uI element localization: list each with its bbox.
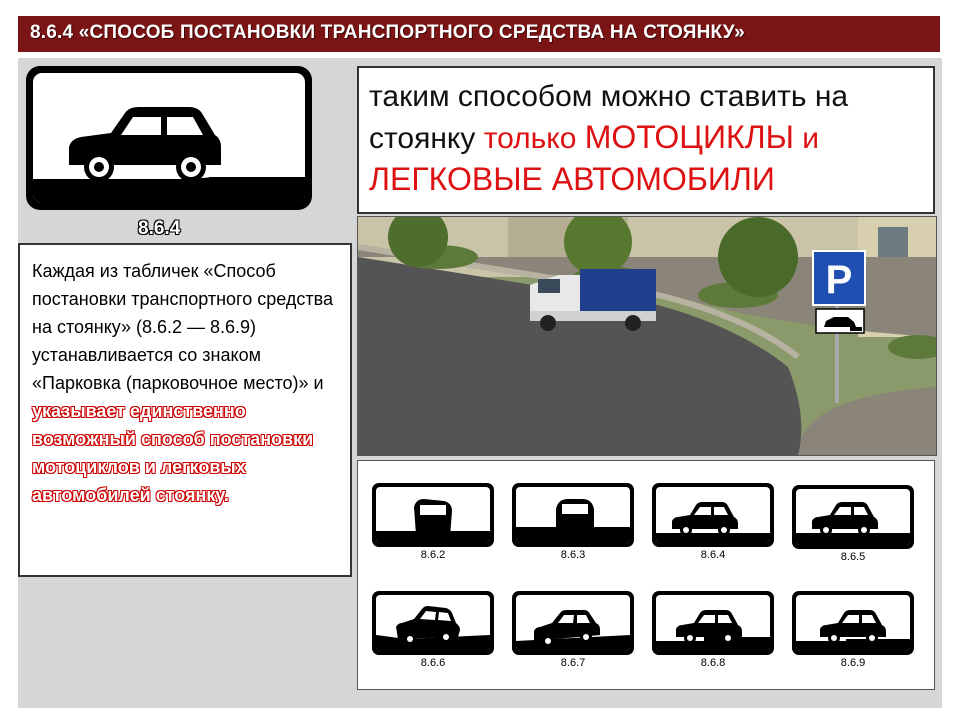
sign-code: 8.6.9 [840,657,866,669]
car-side-road-icon [796,595,910,651]
sign-8-6-2 [366,465,500,565]
car-on-sidewalk-icon [33,73,305,203]
street-photo [357,216,937,456]
sign-8-6-4 [646,465,780,565]
title-bar [18,16,940,52]
parking-scene-illustration [358,217,936,455]
description-text [32,257,340,509]
sign-code: 8.6.8 [700,657,726,669]
car-tilted-side-icon [516,595,630,651]
sign-code: 8.6.4 [700,549,726,561]
info-only: только [483,122,585,155]
sign-8-6-9 [786,573,920,673]
parking-sign-letter: P [825,258,853,302]
car-half-sidewalk-icon [656,595,770,651]
info-part1: таким способом можно ставить на стоянку [369,80,849,155]
description-box [18,243,352,577]
signs-grid [357,460,935,690]
sign-code: 8.6.3 [560,549,586,561]
sign-8-6-3 [506,465,640,565]
info-cars: ЛЕГКОВЫЕ АВТОМОБИЛИ [369,161,775,197]
info-and: и [793,122,820,155]
car-side-full-sidewalk-icon [796,489,910,545]
car-tilted-front-icon [376,487,490,543]
sign-code: 8.6.7 [560,657,586,669]
car-side-on-sidewalk-icon [656,487,770,543]
info-motorcycles: МОТОЦИКЛЫ [584,119,794,155]
sign-code: 8.6.5 [840,551,866,563]
slide-title: 8.6.4 «СПОСОБ ПОСТАНОВКИ ТРАНСПОРТНОГО СРЕДСТВА НА СТОЯНКУ» [30,22,745,43]
info-box [357,66,935,214]
sign-8-6-7 [506,573,640,673]
main-sign-code: 8.6.4 [138,218,181,239]
description-main: Каждая из табличек «Способ постановки транспортного средства на стоянку» (8.6.2 — 8.6.9) устанавливается со знаком «Парковка (парковочное место)» и [32,261,333,393]
sign-code: 8.6.2 [420,549,446,561]
sign-8-6-8 [646,573,780,673]
info-text [369,76,923,201]
description-highlight: указывает единственно возможный способ постановки мотоциклов и легковых автомобилей стоянку. [32,401,314,505]
car-angled-sidewalk-icon [376,595,490,651]
sign-code: 8.6.6 [420,657,446,669]
car-front-on-sidewalk-icon [516,487,630,543]
main-sign-8-6-4 [26,66,312,210]
sign-8-6-5 [786,467,920,567]
sign-8-6-6 [366,573,500,673]
